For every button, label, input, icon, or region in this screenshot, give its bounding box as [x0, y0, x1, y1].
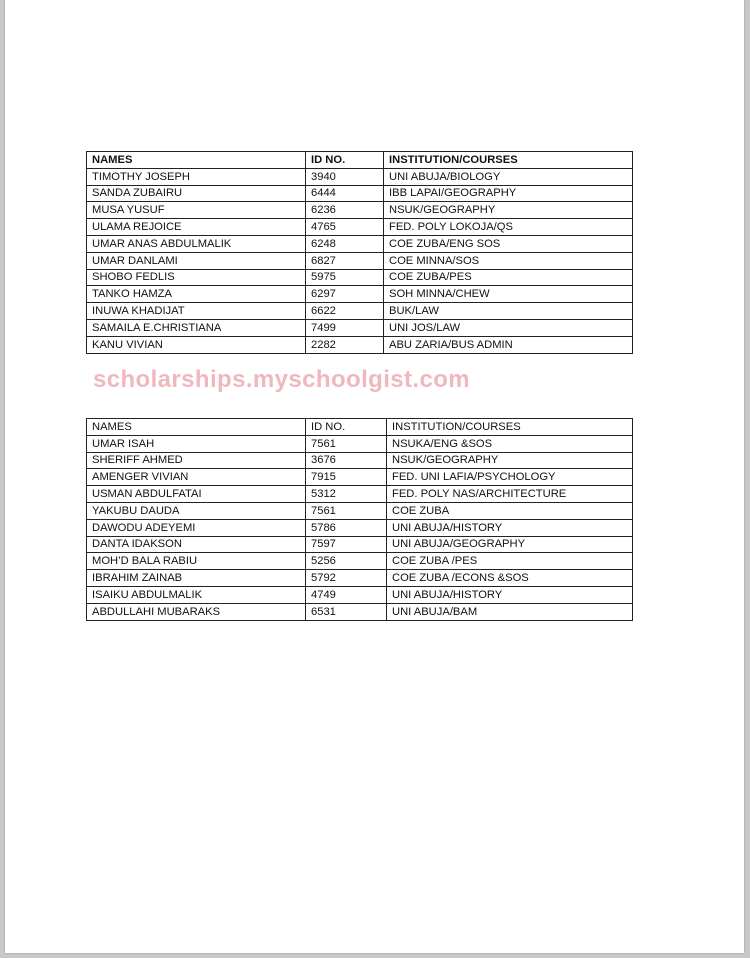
cell-id-no: 6444: [306, 185, 384, 202]
cell-id-no: 7561: [306, 435, 387, 452]
cell-id-no: 6622: [306, 303, 384, 320]
cell-institution-course: BUK/LAW: [384, 303, 633, 320]
cell-name: USMAN ABDULFATAI: [87, 486, 306, 503]
table-row: [87, 486, 633, 503]
cell-name: ULAMA REJOICE: [87, 219, 306, 236]
cell-name: KANU VIVIAN: [87, 336, 306, 353]
cell-name: TANKO HAMZA: [87, 286, 306, 303]
cell-name: ISAIKU ABDULMALIK: [87, 586, 306, 603]
table-row: [87, 586, 633, 603]
cell-id-no: 7499: [306, 319, 384, 336]
cell-institution-course: UNI ABUJA/HISTORY: [387, 519, 633, 536]
cell-name: AMENGER VIVIAN: [87, 469, 306, 486]
cell-name: UMAR ISAH: [87, 435, 306, 452]
cell-id-no: 5792: [306, 570, 387, 587]
table-row: [87, 303, 633, 320]
table-row: [87, 269, 633, 286]
table-row: [87, 435, 633, 452]
cell-institution-course: IBB LAPAI/GEOGRAPHY: [384, 185, 633, 202]
cell-institution-course: UNI ABUJA/BIOLOGY: [384, 168, 633, 185]
cell-institution-course: COE ZUBA/ENG SOS: [384, 235, 633, 252]
table-row: [87, 219, 633, 236]
header-names: NAMES: [87, 152, 306, 169]
cell-id-no: 6531: [306, 603, 387, 620]
table-row: [87, 469, 633, 486]
cell-id-no: 6236: [306, 202, 384, 219]
cell-name: SHERIFF AHMED: [87, 452, 306, 469]
watermark-text: scholarships.myschoolgist.com: [93, 366, 471, 393]
cell-name: IBRAHIM ZAINAB: [87, 570, 306, 587]
cell-name: INUWA KHADIJAT: [87, 303, 306, 320]
cell-institution-course: FED. UNI LAFIA/PSYCHOLOGY: [387, 469, 633, 486]
cell-name: DAWODU ADEYEMI: [87, 519, 306, 536]
cell-institution-course: NSUK/GEOGRAPHY: [384, 202, 633, 219]
table-row: [87, 536, 633, 553]
cell-name: MUSA YUSUF: [87, 202, 306, 219]
cell-institution-course: NSUK/GEOGRAPHY: [387, 452, 633, 469]
cell-institution-course: COE ZUBA/PES: [384, 269, 633, 286]
header-id-no: ID NO.: [306, 419, 387, 436]
table-row: [87, 336, 633, 353]
cell-institution-course: COE ZUBA /PES: [387, 553, 633, 570]
cell-name: SHOBO FEDLIS: [87, 269, 306, 286]
cell-id-no: 6827: [306, 252, 384, 269]
header-id-no: ID NO.: [306, 152, 384, 169]
table-row: [87, 185, 633, 202]
cell-name: YAKUBU DAUDA: [87, 502, 306, 519]
cell-id-no: 5256: [306, 553, 387, 570]
cell-id-no: 4749: [306, 586, 387, 603]
cell-institution-course: UNI ABUJA/GEOGRAPHY: [387, 536, 633, 553]
scholarship-table-2: [86, 418, 633, 621]
table-1-body: [87, 152, 633, 354]
table-row: [87, 452, 633, 469]
cell-name: UMAR ANAS ABDULMALIK: [87, 235, 306, 252]
cell-id-no: 3940: [306, 168, 384, 185]
table-header-row: [87, 419, 633, 436]
cell-institution-course: SOH MINNA/CHEW: [384, 286, 633, 303]
cell-id-no: 5312: [306, 486, 387, 503]
cell-name: SAMAILA E.CHRISTIANA: [87, 319, 306, 336]
cell-id-no: 5975: [306, 269, 384, 286]
cell-name: UMAR DANLAMI: [87, 252, 306, 269]
table-2-body: [87, 419, 633, 621]
cell-name: DANTA IDAKSON: [87, 536, 306, 553]
cell-id-no: 4765: [306, 219, 384, 236]
scholarship-table-1: [86, 151, 633, 354]
table-row: [87, 603, 633, 620]
table-row: [87, 319, 633, 336]
cell-institution-course: COE ZUBA /ECONS &SOS: [387, 570, 633, 587]
table-row: [87, 202, 633, 219]
table-row: [87, 519, 633, 536]
table-row: [87, 286, 633, 303]
cell-name: ABDULLAHI MUBARAKS: [87, 603, 306, 620]
table-row: [87, 553, 633, 570]
cell-id-no: 7561: [306, 502, 387, 519]
cell-institution-course: UNI ABUJA/BAM: [387, 603, 633, 620]
table-header-row: [87, 152, 633, 169]
cell-id-no: 6248: [306, 235, 384, 252]
cell-name: MOH’D BALA RABIU: [87, 553, 306, 570]
header-names: NAMES: [87, 419, 306, 436]
table-row: [87, 168, 633, 185]
cell-name: SANDA ZUBAIRU: [87, 185, 306, 202]
cell-institution-course: COE ZUBA: [387, 502, 633, 519]
cell-id-no: 5786: [306, 519, 387, 536]
cell-institution-course: NSUKA/ENG &SOS: [387, 435, 633, 452]
cell-institution-course: FED. POLY NAS/ARCHITECTURE: [387, 486, 633, 503]
document-page: [5, 0, 744, 953]
table-row: [87, 570, 633, 587]
cell-id-no: 2282: [306, 336, 384, 353]
table-row: [87, 502, 633, 519]
cell-id-no: 7597: [306, 536, 387, 553]
header-institution-courses: INSTITUTION/COURSES: [384, 152, 633, 169]
cell-id-no: 6297: [306, 286, 384, 303]
header-institution-courses: INSTITUTION/COURSES: [387, 419, 633, 436]
cell-id-no: 3676: [306, 452, 387, 469]
cell-institution-course: UNI JOS/LAW: [384, 319, 633, 336]
table-row: [87, 235, 633, 252]
cell-institution-course: COE MINNA/SOS: [384, 252, 633, 269]
cell-name: TIMOTHY JOSEPH: [87, 168, 306, 185]
cell-id-no: 7915: [306, 469, 387, 486]
cell-institution-course: UNI ABUJA/HISTORY: [387, 586, 633, 603]
table-row: [87, 252, 633, 269]
cell-institution-course: ABU ZARIA/BUS ADMIN: [384, 336, 633, 353]
cell-institution-course: FED. POLY LOKOJA/QS: [384, 219, 633, 236]
